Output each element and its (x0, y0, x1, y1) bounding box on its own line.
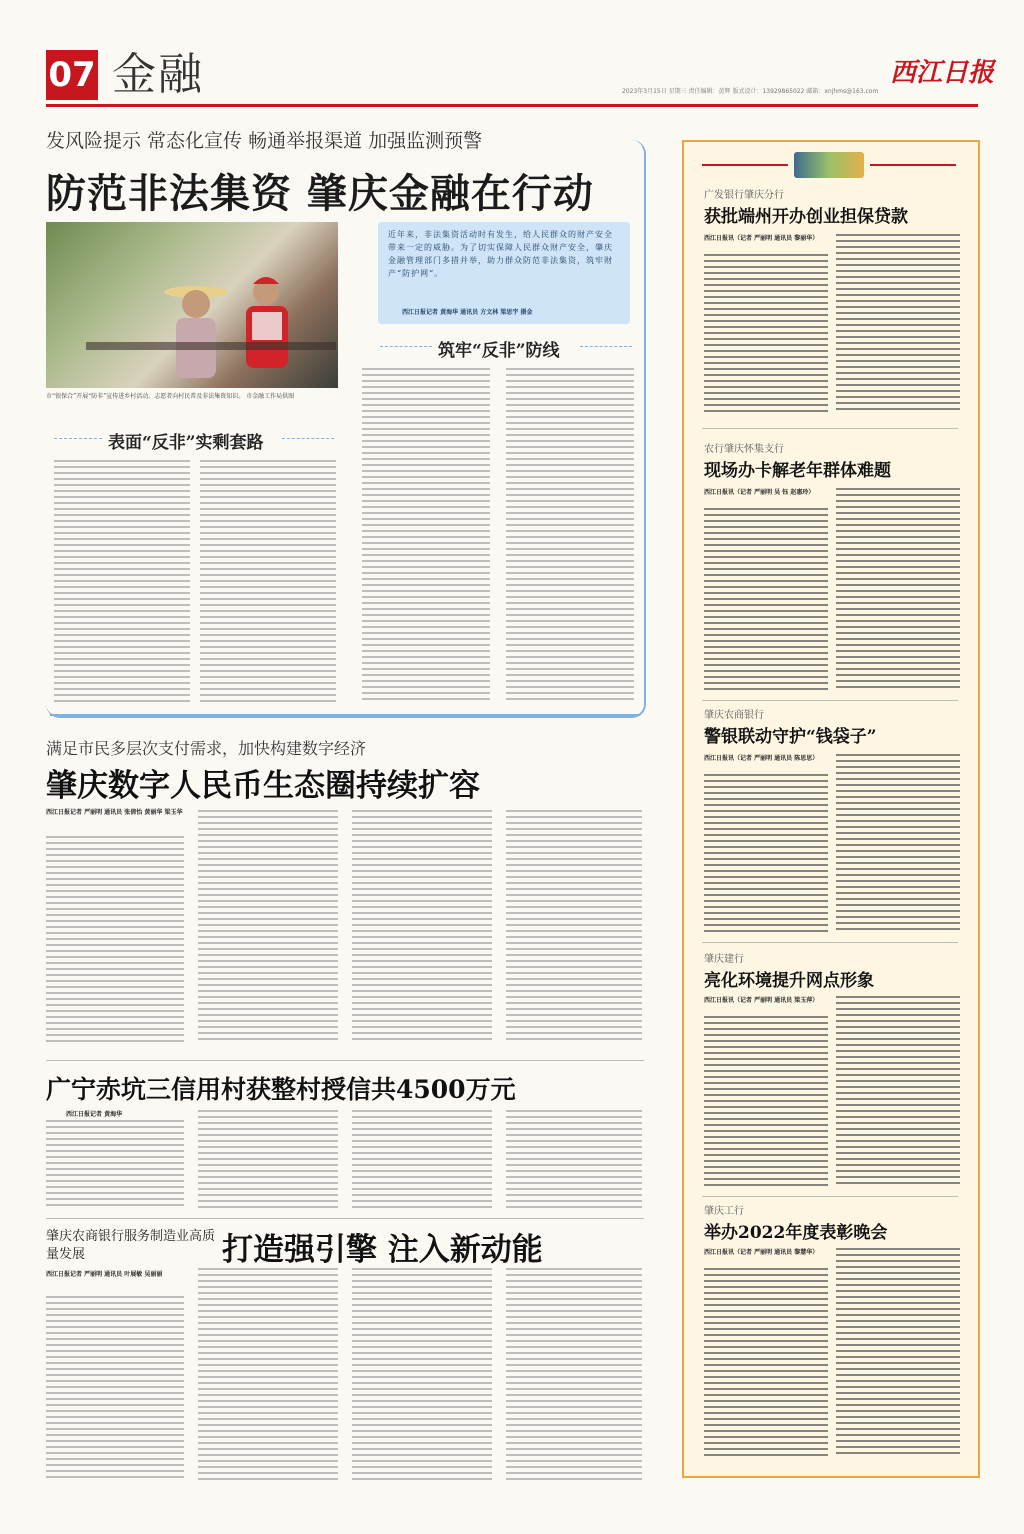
article-body (198, 1268, 338, 1480)
article-byline: 西江日报记者 黄海华 (66, 1111, 123, 1118)
article-body (46, 1296, 184, 1480)
article-byline: 西江日报记者 严丽明 通讯员 张倩怡 黄丽华 梁玉华 (46, 809, 183, 816)
brief-headline: 亮化环境提升网点形象 (704, 971, 874, 991)
article-body (506, 1110, 642, 1208)
brief-divider (702, 1196, 958, 1197)
photo-caption: 市“银保合”开展“防非”宣传进乡村活动。志愿者向村民普及非法集资知识。 市金融工作局供图 (46, 393, 295, 400)
brief-body (836, 754, 960, 934)
article-photo[interactable] (46, 222, 338, 388)
article-body (198, 810, 338, 1044)
article-kicker: 发风险提示 常态化宣传 畅通举报渠道 加强监测预警 (46, 130, 483, 152)
subhead-rule (580, 346, 632, 348)
brief-headline: 获批端州开办创业担保贷款 (704, 207, 908, 227)
article-divider (46, 1060, 644, 1061)
intro-quote (378, 222, 630, 324)
article-divider (46, 1218, 644, 1219)
brief-divider (702, 700, 958, 701)
sidebar-banner-icon (794, 152, 864, 178)
article-body (506, 368, 634, 702)
brief-body (836, 234, 960, 414)
brief-body (704, 254, 828, 414)
brief-byline: 西江日报讯（记者 严丽明 通讯员 黎丽华） (704, 235, 819, 242)
sidebar-rule (870, 164, 956, 166)
brief-byline: 西江日报讯（记者 严丽明 通讯员 黎慧华） (704, 1249, 819, 1256)
article-kicker: 肇庆农商银行服务制造业高质量发展 (46, 1229, 216, 1262)
brief-body (704, 774, 828, 934)
page-number: 07 (46, 50, 98, 100)
article-body (46, 836, 184, 1044)
brief-body (836, 996, 960, 1186)
article-body (506, 810, 642, 1044)
brief-org: 肇庆农商银行 (704, 710, 764, 721)
article-kicker: 满足市民多层次支付需求，加快构建数字经济 (46, 739, 367, 758)
photo-illustration (46, 222, 338, 388)
article-headline: 防范非法集资 肇庆金融在行动 (46, 170, 594, 217)
brief-body (704, 1268, 828, 1458)
quote-byline: 西江日报记者 黄海华 通讯员 方文林 梁思宇 摄金 (402, 309, 533, 316)
subhead-rule (282, 438, 334, 439)
article-body (362, 368, 490, 702)
frame-bottom-rule (50, 714, 640, 716)
brief-org: 肇庆工行 (704, 1206, 744, 1217)
brief-org: 肇庆建行 (704, 954, 744, 965)
article-byline: 西江日报记者 严丽明 通讯员 叶展敏 吴丽丽 (46, 1271, 163, 1278)
article-body (46, 1120, 184, 1208)
article-body (198, 1110, 338, 1208)
article-body (54, 460, 190, 702)
brief-org: 广发银行肇庆分行 (704, 190, 784, 201)
sidebar-rule (702, 164, 788, 166)
sidebar-news-briefs (682, 140, 980, 1478)
brief-body (836, 488, 960, 690)
brief-headline: 举办2022年度表彰晚会 (704, 1223, 888, 1243)
article-body (352, 1110, 492, 1208)
article-body (200, 460, 336, 702)
article-body (506, 1268, 642, 1480)
newspaper-logo: 西江日报 (890, 58, 995, 88)
article-headline: 肇庆数字人民币生态圈持续扩容 (46, 768, 480, 804)
article-body (352, 1268, 492, 1480)
brief-body (836, 1248, 960, 1458)
brief-headline: 现场办卡解老年群体难题 (704, 461, 891, 481)
subhead-left: 表面“反非”实剩套路 (108, 433, 264, 453)
brief-body (704, 508, 828, 690)
subhead-rule (380, 346, 432, 348)
article-headline: 广宁赤坑三信用村获整村授信共4500万元 (46, 1075, 516, 1104)
article-headline: 打造强引擎 注入新动能 (222, 1232, 543, 1268)
brief-divider (702, 942, 958, 943)
brief-byline: 西江日报讯（记者 严丽明 吴 钰 赵惠玲） (704, 489, 815, 496)
masthead-rule (46, 104, 978, 107)
brief-org: 农行肇庆怀集支行 (704, 444, 784, 455)
brief-byline: 西江日报讯（记者 严丽明 通讯员 梁玉萍） (704, 997, 819, 1004)
brief-body (704, 1016, 828, 1186)
issue-meta: 2023年3月15日 星期三 责任编辑：黄辉 版式设计：13929865022 邮箱：xnjhms@163.com (622, 88, 879, 95)
article-body (352, 810, 492, 1044)
quote-text: 近年来，非法集资活动时有发生，给人民群众的财产安全带来一定的威胁。为了切实保障人民群众财产安全，肇庆金融管理部门多措并举，助力群众防范非法集资，筑牢财产“防护网”。 (388, 230, 613, 278)
section-title: 金融 (112, 49, 204, 100)
subhead-rule (54, 438, 102, 439)
brief-headline: 警银联动守护“钱袋子” (704, 727, 877, 747)
subhead-right: 筑牢“反非”防线 (438, 341, 560, 361)
brief-divider (702, 428, 958, 429)
brief-byline: 西江日报讯（记者 严丽明 通讯员 陈思思） (704, 755, 819, 762)
